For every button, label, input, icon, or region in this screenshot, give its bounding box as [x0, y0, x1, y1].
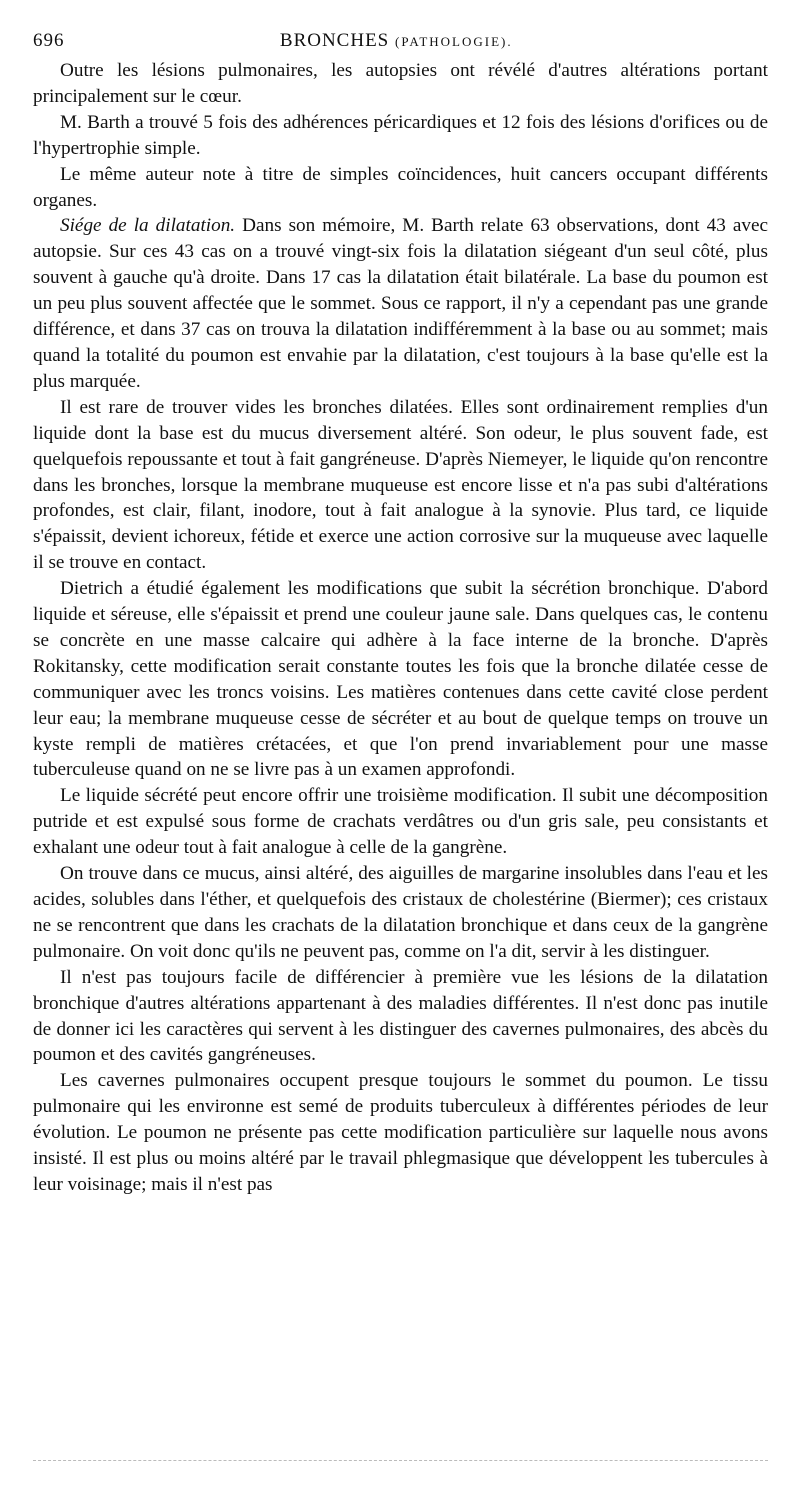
paragraph-9: Il n'est pas toujours facile de différencier à première vue les lésions de la dilatation bronchique d'autres altérations appartenant à des maladies différentes. Il n'est donc pas inutile de donner ici les caractères qui servent à les distinguer des cavernes pulmonaires, des abcès du poumon et des cavités gangréneuses.	[33, 966, 768, 1066]
paragraph-4-text: Dans son mémoire, M. Barth relate 63 observations, dont 43 avec autopsie. Sur ces 43 cas on a trouvé vingt-six fois la dilatation siégeant d'un seul côté, plus souvent à gauche qu'à droite. Dans 17 cas la dilatation était bilatérale. La base du poumon est un peu plus souvent affectée que le sommet. Sous ce rapport, il n'y a cependant pas une grande différence, et dans 37 cas on trouva la dilatation indifféremment à la base ou au sommet; mais quand la totalité du poumon est envahie par la dilatation, c'est toujours à la base qu'elle est la plus marquée.	[33, 215, 768, 392]
paragraph-6: Dietrich a étudié également les modifications que subit la sécrétion bronchique. D'abord liquide et séreuse, elle s'épaissit et prend une couleur jaune sale. Dans quelques cas, le contenu se concrète en une masse calcaire qui adhère à la face interne de la bronche. D'après Rokitansky, cette modification serait constante toutes les fois que la bronche dilatée cesse de communiquer avec les troncs voisins. Les matières contenues dans cette cavité close perdent leur eau; la membrane muqueuse cesse de sécréter et au bout de quelque temps on trouve un kyste rempli de matières crétacées, et que l'on prend invariablement pour une masse tuberculeuse quand on ne se livre pas à un examen approfondi.	[33, 578, 768, 781]
paragraph-3: Le même auteur note à titre de simples coïncidences, huit cancers occupant différents organes.	[33, 163, 768, 211]
running-head-subtitle: (PATHOLOGIE).	[395, 34, 513, 49]
paragraph-1: Outre les lésions pulmonaires, les autopsies ont révélé d'autres altérations portant principalement sur le cœur.	[33, 60, 768, 107]
paragraph-8: On trouve dans ce mucus, ainsi altéré, des aiguilles de margarine insolubles dans l'eau et les acides, solubles dans l'éther, et quelquefois des cristaux de cholestérine (Biermer); ces cristaux ne se rencontrent que dans les crachats de la dilatation bronchique et dans ceux de la gangrène pulmonaire. On voit donc qu'ils ne peuvent pas, comme on l'a dit, servir à les distinguer.	[33, 863, 768, 962]
book-page	[33, 28, 768, 1198]
paragraph-2: M. Barth a trouvé 5 fois des adhérences péricardiques et 12 fois des lésions d'orifices ou de l'hypertrophie simple.	[33, 111, 768, 159]
body-text	[33, 58, 768, 1198]
section-heading: Siége de la dilatation.	[60, 215, 236, 237]
running-head-title: BRONCHES	[279, 30, 390, 51]
paragraph-7: Le liquide sécrété peut encore offrir une troisième modification. Il subit une décomposition putride et est expulsé sous forme de crachats verdâtres ou d'un gris sale, peu consistants et exhalant une odeur tout à fait analogue à celle de la gangrène.	[33, 785, 768, 859]
page-bottom-edge	[33, 1460, 768, 1462]
page-header	[33, 28, 768, 56]
paragraph-5: Il est rare de trouver vides les bronches dilatées. Elles sont ordinairement remplies d'un liquide dont la base est du mucus diversement altéré. Son odeur, le plus souvent fade, est quelquefois repoussante et tout à fait gangréneuse. D'après Niemeyer, le liquide qu'on rencontre dans les bronches, lorsque la membrane muqueuse est encore lisse et n'a pas subi d'altérations profondes, est clair, filant, inodore, tout à fait analogue à la synovie. Plus tard, ce liquide s'épaissit, devient ichoreux, fétide et exerce une action corrosive sur la muqueuse avec laquelle il se trouve en contact.	[33, 396, 769, 574]
paragraph-4	[33, 213, 768, 394]
running-head	[65, 28, 769, 55]
page-number: 696	[33, 30, 65, 51]
paragraph-10: Les cavernes pulmonaires occupent presque toujours le sommet du poumon. Le tissu pulmonaire qui les environne est semé de produits tuberculeux à différentes périodes de leur évolution. Le poumon ne présente pas cette modification particulière sur laquelle nous avons insisté. Il est plus ou moins altéré par le travail phlegmasique que développent les tubercules à leur voisinage; mais il n'est pas	[33, 1070, 768, 1195]
